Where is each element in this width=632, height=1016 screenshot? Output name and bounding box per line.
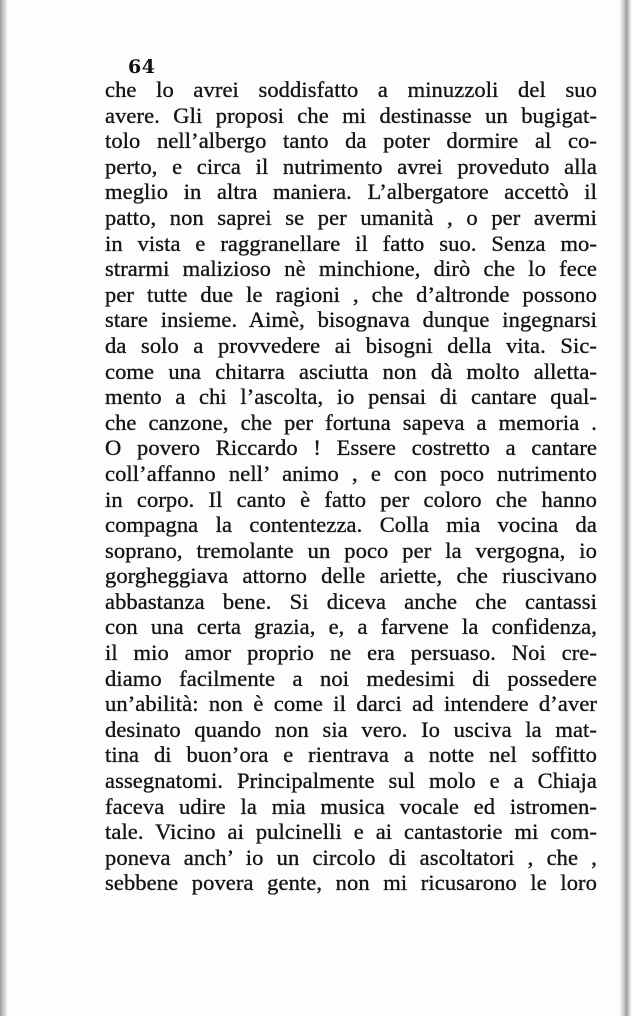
text-line: O povero Riccardo ! Essere costretto a cantare [105, 435, 597, 461]
text-line: stare insieme. Aimè, bisognava dunque ingegnarsi [105, 307, 597, 333]
text-line: per tutte due le ragioni , che d’altronde possono [105, 281, 597, 307]
text-line: sebbene povera gente, non mi ricusarono le loro [105, 870, 597, 896]
page-gutter-shadow [620, 0, 632, 1016]
text-line: gorgheggiava attorno delle ariette, che riuscivano [105, 563, 597, 589]
text-line: da solo a provvedere ai bisogni della vita. Sic- [105, 332, 597, 358]
text-line: in corpo. Il canto è fatto per coloro che hanno [105, 486, 597, 512]
text-line: poneva anch’ io un circolo di ascoltatori , che , [105, 844, 597, 870]
text-line: compagna la contentezza. Colla mia vocina da [105, 512, 597, 538]
text-line: che lo avrei soddisfatto a minuzzoli del suo [105, 77, 597, 102]
text-line: diamo facilmente a noi medesimi di possedere [105, 665, 597, 691]
text-line: soprano, tremolante un poco per la vergogna, io [105, 537, 597, 563]
text-line: faceva udire la mia musica vocale ed istromen- [105, 793, 597, 819]
text-line: come una chitarra asciutta non dà molto alletta- [105, 358, 597, 384]
text-line: meglio in altra maniera. L’albergatore accettò il [105, 179, 597, 205]
text-line: il mio amor proprio ne era persuaso. Noi cre- [105, 640, 597, 666]
text-line: un’abilità: non è come il darci ad intendere d’aver [105, 691, 597, 717]
text-line: tolo nell’albergo tanto da poter dormire al co- [105, 128, 597, 154]
text-line: patto, non saprei se per umanità , o per avermi [105, 204, 597, 230]
text-line: abbastanza bene. Si diceva anche che cantassi [105, 588, 597, 614]
text-line: tale. Vicino ai pulcinelli e ai cantastorie mi com- [105, 819, 597, 845]
text-line: con una certa grazia, e, a farvene la confidenza, [105, 614, 597, 640]
text-line: coll’affanno nell’ animo , e con poco nutrimento [105, 460, 597, 486]
text-line: assegnatomi. Principalmente sul molo e a Chiaja [105, 768, 597, 794]
body-text [105, 77, 597, 896]
text-line: avere. Gli proposi che mi destinasse un bugigat- [105, 102, 597, 128]
text-line: tina di buon’ora e rientrava a notte nel soffitto [105, 742, 597, 768]
text-line: desinato quando non sia vero. Io usciva la mat- [105, 716, 597, 742]
text-line: in vista e raggranellare il fatto suo. Senza mo- [105, 230, 597, 256]
page-number: 64 [128, 56, 156, 78]
text-line: mento a chi l’ascolta, io pensai di cantare qual- [105, 384, 597, 410]
text-line: che canzone, che per fortuna sapeva a memoria . [105, 409, 597, 435]
text-line: perto, e circa il nutrimento avrei proveduto alla [105, 153, 597, 179]
text-line: strarmi malizioso nè minchione, dirò che lo fece [105, 256, 597, 282]
page-left-edge-shadow [0, 0, 7, 1016]
